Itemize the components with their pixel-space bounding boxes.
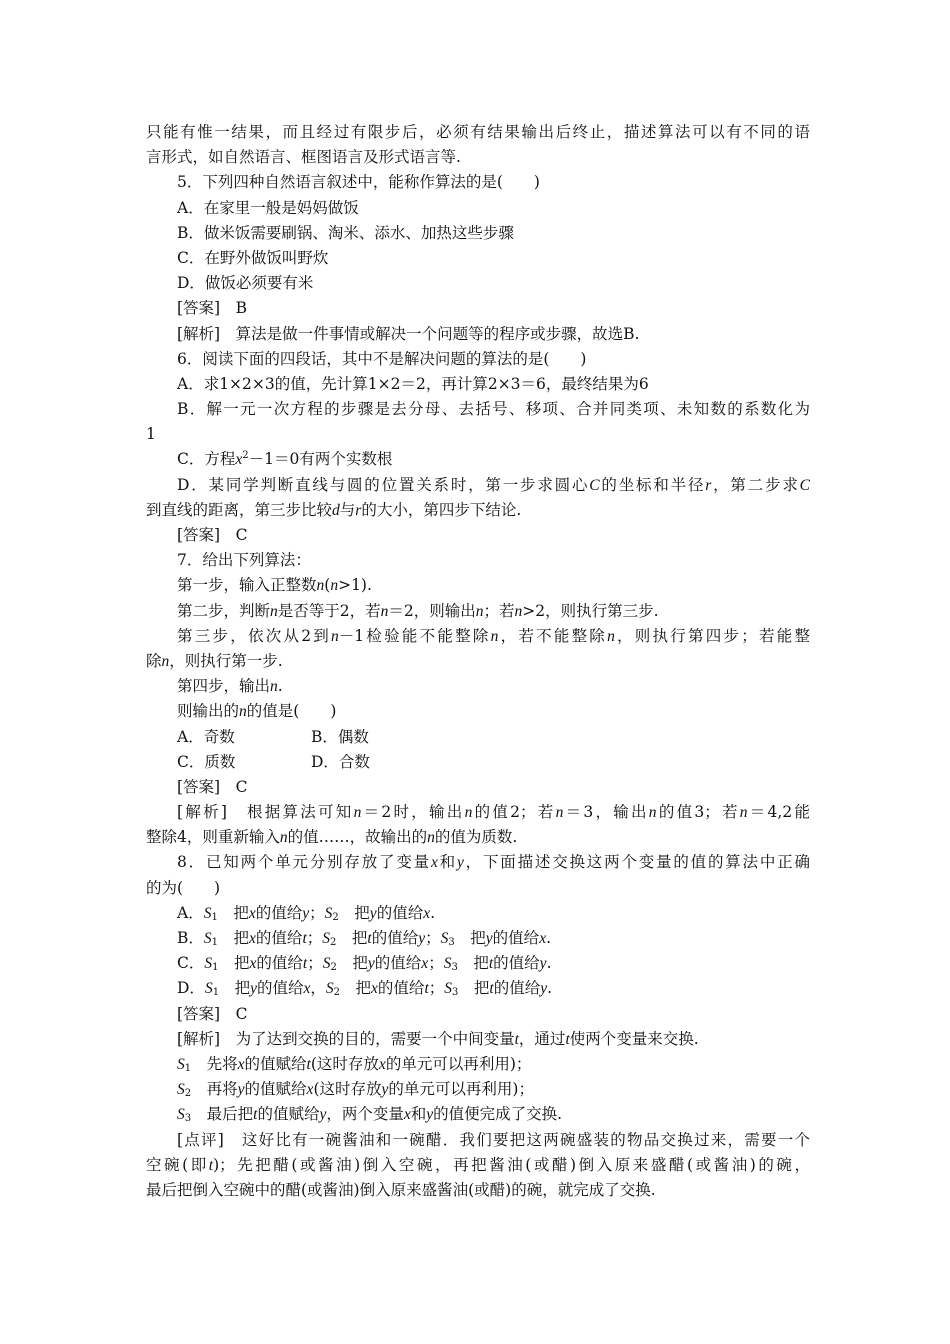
q8-comment-line-3: 最后把倒入空碗中的醋(或酱油)倒入原来盛酱油(或醋)的碗，就完成了交换. <box>146 1180 656 1199</box>
q7-analysis-line-2 <box>146 825 810 850</box>
q8-b-give1: 的值给 <box>255 929 303 947</box>
q8-c-x2: x <box>421 955 429 973</box>
q7-s2-n: n <box>270 602 278 620</box>
q7-analysis-line-1 <box>146 800 810 825</box>
q7-s2-c: ＝2，则输出 <box>388 601 476 620</box>
q7-an2-a: 整除4，则重新输入 <box>146 828 280 847</box>
q8-a-y1: y <box>302 904 310 922</box>
q6-option-c <box>146 447 810 472</box>
q6-d2-var-r: r <box>355 501 362 519</box>
q7-ask <box>146 699 810 724</box>
q6-c-pre: C．方程 <box>177 450 236 469</box>
q8-an1-c: 使两个变量来交换. <box>569 1029 699 1048</box>
q8-e1-x: x <box>237 1055 245 1073</box>
q8-b-give2: 的值给 <box>371 929 419 947</box>
q8-d-ba1: 把 <box>219 979 251 998</box>
q8-b-t2: t <box>367 930 372 947</box>
q8-d-s1: S <box>204 980 213 998</box>
q8-c-semi2: ； <box>428 954 444 973</box>
q7-an2-n2: n <box>427 829 435 847</box>
q7-option-c: C．质数 <box>177 752 236 771</box>
q7-step-3-line-2 <box>146 649 810 674</box>
q8-e2-c: (这时存放 <box>313 1080 382 1099</box>
q8-e1-d: 的单元可以再利用)； <box>385 1054 532 1073</box>
q8-e2-a: 再将 <box>191 1080 238 1099</box>
q8-e3-a: 最后把 <box>191 1105 254 1124</box>
q8-b-s3: S <box>440 930 449 947</box>
q7-an1-n: n <box>353 804 362 822</box>
q7-an1-f: ＝4,2能 <box>747 803 810 822</box>
q8-a-s1-sub: 1 <box>211 911 218 923</box>
q8-an1-t: t <box>514 1030 519 1048</box>
q8-e3-y2: y <box>426 1106 434 1124</box>
q7-options-cd <box>146 750 810 775</box>
q8-e1-s: S <box>177 1055 185 1073</box>
q8-b-t1: t <box>302 930 307 947</box>
q8-c-s1-sub: 1 <box>212 962 219 974</box>
q8-b-dot: . <box>546 929 552 947</box>
q8-option-b <box>146 926 810 951</box>
q8-an1-b: ，通过 <box>518 1029 566 1048</box>
q8-analysis <box>146 1027 810 1052</box>
q8-b-s2-sub: 2 <box>330 937 337 948</box>
q7-s2-e: >2，则执行第三步. <box>522 601 659 620</box>
q8-a-ba1: 把 <box>217 903 249 922</box>
q8-a-semi: ； <box>309 903 325 922</box>
q8-d-comma: ， <box>310 979 326 998</box>
q7-s2-b: 是否等于2，若 <box>277 601 381 620</box>
q6-d1-text-a: D．某同学判断直线与圆的位置关系时，第一步求圆心 <box>177 475 590 494</box>
q8-an1-t2: t <box>565 1030 570 1048</box>
q8-option-c <box>146 951 810 976</box>
q8-b-semi2: ； <box>425 929 441 947</box>
q8-e3-d: 和 <box>410 1105 427 1124</box>
q5-option-b: B．做米饭需要刷锅、淘米、添水、加热这些步骤 <box>177 223 514 242</box>
q8-stem-x: x <box>430 854 438 872</box>
q7-an1-n4: n <box>648 804 657 822</box>
q7-s2-n3: n <box>475 602 484 620</box>
q8-e2-b: 的值赋给 <box>244 1080 307 1099</box>
q8-c-give3: 的值给 <box>493 954 540 973</box>
q8-b-x1: x <box>249 930 256 947</box>
q8-e2-d: 的单元可以再利用)； <box>388 1080 534 1099</box>
q8-e2-x: x <box>306 1081 314 1099</box>
q7-s1-n: n <box>316 577 325 595</box>
q8-b-s1: S <box>203 930 212 947</box>
q6-d2-text-c: 的大小，第四步下结论. <box>361 500 522 519</box>
q6-d1-var-c2: C <box>799 476 810 494</box>
q8-c-y2: y <box>539 955 547 973</box>
q7-an1-n5: n <box>739 804 748 822</box>
q8-a-y2: y <box>369 904 377 922</box>
q8-d-dot: . <box>547 979 553 998</box>
q8-e3-b: 的值赋给 <box>257 1105 320 1124</box>
intro-line-2: 言形式，如自然语言、框图语言及形式语言等. <box>146 148 461 167</box>
q8-c-t2: t <box>488 955 494 973</box>
q6-option-d-line-2 <box>146 498 810 523</box>
q8-c-give1: 的值给 <box>256 954 303 973</box>
q7-an2-b: 的值……，故输出的 <box>287 828 428 847</box>
q8-d-give3: 的值给 <box>493 979 541 998</box>
q7-s3-c: ，若不能整除 <box>498 626 608 645</box>
q8-d-x1: x <box>303 980 311 998</box>
q7-s3-b: －1检验能不能整除 <box>338 626 491 645</box>
q8-e2-y: y <box>237 1081 245 1099</box>
q8-b-x2: x <box>539 930 547 947</box>
q8-a-dot: . <box>430 903 436 922</box>
q8-e2-sub: 2 <box>184 1088 192 1100</box>
q8-e3-c: ，两个变量 <box>326 1105 404 1124</box>
q7-s3l2-n: n <box>161 652 170 670</box>
q8-answer: [答案] C <box>177 1004 248 1023</box>
intro-line-1: 只能有惟一结果，而且经过有限步后，必须有结果输出后终止，描述算法可以有不同的语 <box>146 123 810 141</box>
q7-options-ab <box>146 725 810 750</box>
q8-b-s1-sub: 1 <box>211 937 219 948</box>
q7-s2-d: ；若 <box>483 601 515 620</box>
q7-stem: 7．给出下列算法： <box>177 551 311 570</box>
q8-b-label: B． <box>177 929 204 947</box>
q7-option-b: B．偶数 <box>311 727 369 746</box>
q8-e2-y2: y <box>381 1081 389 1099</box>
q8-c-y1: y <box>367 955 375 973</box>
q7-option-d: D．合数 <box>311 752 370 771</box>
q8-b-s2: S <box>322 930 331 947</box>
q8-e1-b: 的值赋给 <box>244 1054 307 1073</box>
q8-e2-s: S <box>177 1081 185 1099</box>
q8-d-t2: t <box>489 980 494 998</box>
q8-a-s1: S <box>203 904 212 922</box>
q5-stem: 5．下列四种自然语言叙述中，能称作算法的是( ) <box>177 173 540 192</box>
q7-step-3-line-1 <box>146 624 810 649</box>
q8-option-a <box>146 901 810 926</box>
q8-d-s2-sub: 2 <box>333 987 341 999</box>
q7-s2-n4: n <box>514 602 523 620</box>
q7-step-4 <box>146 674 810 699</box>
q8-comment-line-2 <box>146 1153 810 1178</box>
q8-e3-y: y <box>319 1106 327 1124</box>
q8-a-s2: S <box>324 904 333 922</box>
q7-an1-n3: n <box>555 804 564 822</box>
q8-a-label: A． <box>177 903 204 922</box>
q7-s3-n: n <box>331 627 339 645</box>
q8-comment-line-1: [点评] 这好比有一碗酱油和一碗醋．我们要把这两碗盛装的物品交换过来，需要一个 <box>177 1130 810 1149</box>
q8-d-y2: y <box>540 980 548 998</box>
q8-d-s3: S <box>444 980 453 998</box>
q7-s1-a: 第一步，输入正整数 <box>177 576 317 595</box>
q6-d2-text-b: 与 <box>339 500 356 519</box>
q7-step-2 <box>146 599 810 624</box>
q8-stem-line-1 <box>146 850 810 875</box>
q7-option-a: A．奇数 <box>177 727 235 746</box>
q7-s3l2-a: 除 <box>146 651 162 670</box>
q6-d2-var-d: d <box>332 501 340 519</box>
q7-an1-d: ＝3，输出 <box>563 803 649 822</box>
q6-option-d-line-1 <box>146 473 810 498</box>
q8-d-x2: x <box>371 980 378 998</box>
q8-a-give2: 的值给 <box>376 903 424 922</box>
q8-e1-t: t <box>306 1055 311 1073</box>
q8-explain-step-1 <box>146 1052 810 1077</box>
q8-c-s2-sub: 2 <box>330 962 337 974</box>
q7-an1-a: [解析] 根据算法可知 <box>177 803 354 822</box>
q8-b-y1: y <box>418 930 426 947</box>
q8-e3-e: 的值便完成了交换. <box>433 1105 563 1124</box>
q6-d2-text-a: 到直线的距离，第三步比较 <box>146 500 333 519</box>
q8-a-ba2: 把 <box>338 903 370 922</box>
q6-c-var: x <box>235 451 243 469</box>
q8-c-semi1: ； <box>307 954 323 973</box>
q6-d1-text-c: ，第二步求 <box>711 475 800 494</box>
q7-s1-n2: n <box>330 577 339 595</box>
q6-option-b-line-2: 1 <box>146 425 156 444</box>
q5-analysis: [解析] 算法是做一件事情或解决一个问题等的程序或步骤，故选B. <box>177 324 640 343</box>
q6-stem: 6．阅读下面的四段话，其中不是解决问题的算法的是( ) <box>177 349 587 368</box>
q7-ask-n: n <box>239 703 247 721</box>
q8-e3-sub: 3 <box>184 1113 192 1125</box>
q8-e1-c: (这时存放 <box>310 1054 379 1073</box>
q8-c-s3: S <box>443 955 452 973</box>
q7-s4-b: . <box>277 677 283 696</box>
q8-d-s2: S <box>325 980 334 998</box>
q7-s3-d: ，则执行第四步；若能整 <box>614 626 810 645</box>
q8-c-ba2: 把 <box>336 954 368 973</box>
q8-c-dot: . <box>546 954 552 973</box>
q8-a-give1: 的值给 <box>255 903 303 922</box>
q8-d-label: D． <box>177 979 205 998</box>
q8-d-ba2: 把 <box>340 979 372 998</box>
q6-c-post: －1＝0有两个实数根 <box>248 450 393 469</box>
q8-d-s3-sub: 3 <box>452 987 459 999</box>
q7-step-1 <box>146 573 810 598</box>
q8-d-t1: t <box>424 980 429 998</box>
q8-e1-sub: 1 <box>184 1062 192 1074</box>
q7-s2-n2: n <box>380 602 389 620</box>
q8-stem-line-2: 的为( ) <box>146 878 221 897</box>
q8-d-y1: y <box>250 980 257 998</box>
q8-stem-a: 8．已知两个单元分别存放了变量 <box>177 853 431 872</box>
q7-ask-a: 则输出的 <box>177 702 240 721</box>
q7-s3-n3: n <box>607 627 615 645</box>
q8-a-x2: x <box>423 904 431 922</box>
q8-stem-c: ，下面描述交换这两个变量的值的算法中正确 <box>463 853 810 872</box>
q7-s1-b: ( <box>324 576 331 595</box>
q8-c-label: C． <box>177 954 205 973</box>
q8-a-s2-sub: 2 <box>332 911 339 923</box>
q6-option-b-line-1: B．解一元一次方程的步骤是去分母、去括号、移项、合并同类项、未知数的系数化为 <box>177 400 810 419</box>
q8-c-ba3: 把 <box>457 954 489 973</box>
q8-d-give2: 的值给 <box>377 979 425 998</box>
q6-option-a: A．求1×2×3的值，先计算1×2＝2，再计算2×3＝6，最终结果为6 <box>177 374 649 393</box>
q7-ask-b: 的值是( ) <box>246 702 337 721</box>
q8-option-d <box>146 976 810 1001</box>
q8-c-t1: t <box>302 955 308 973</box>
q7-an2-c: 的值为质数. <box>434 828 518 847</box>
q7-s4-a: 第四步，输出 <box>177 677 271 696</box>
q8-a-x1: x <box>248 904 256 922</box>
q8-explain-step-2 <box>146 1077 810 1102</box>
q8-e1-x2: x <box>378 1055 386 1073</box>
q8-c2-a: 空碗(即 <box>146 1155 209 1174</box>
q8-c-s2: S <box>322 955 331 973</box>
q7-s2-a: 第二步，判断 <box>177 601 271 620</box>
document-body <box>146 120 810 1203</box>
q6-d1-var-r: r <box>705 476 712 494</box>
q8-explain-step-3 <box>146 1102 810 1127</box>
q5-option-d: D．做饭必须要有米 <box>177 274 314 293</box>
q6-d1-var-c: C <box>589 476 600 494</box>
q5-option-a: A．在家里一般是妈妈做饭 <box>177 198 359 217</box>
q7-answer: [答案] C <box>177 777 248 796</box>
q7-an1-e: 的值3；若 <box>656 803 740 822</box>
q6-answer: [答案] C <box>177 526 248 544</box>
q8-b-give3: 的值给 <box>492 929 540 947</box>
q8-e3-s: S <box>177 1106 185 1124</box>
q7-s1-c: >1). <box>338 576 372 595</box>
q8-b-s3-sub: 3 <box>448 937 455 948</box>
q8-e3-x: x <box>403 1106 411 1124</box>
q8-c-give2: 的值给 <box>374 954 422 973</box>
q8-stem-b: 和 <box>437 853 457 872</box>
q8-c-s3-sub: 3 <box>451 962 458 974</box>
q8-c-ba1: 把 <box>218 954 250 973</box>
q8-b-ba1: 把 <box>218 929 250 947</box>
q7-s3-n2: n <box>490 627 499 645</box>
q5-answer: [答案] B <box>177 299 247 318</box>
q8-b-ba2: 把 <box>336 929 368 947</box>
q6-c-sup: 2 <box>242 450 249 462</box>
q8-c2-b: )；先把醋(或酱油)倒入空碗，再把酱油(或醋)倒入原来盛醋(或酱油)的碗， <box>213 1155 810 1174</box>
q8-b-semi1: ； <box>306 929 323 947</box>
q8-c2-t: t <box>208 1156 214 1174</box>
q8-stem-y: y <box>456 854 464 872</box>
q7-s3-a: 第三步，依次从2到 <box>177 626 332 645</box>
q8-c-x1: x <box>249 955 257 973</box>
q7-an2-n: n <box>279 829 288 847</box>
q8-d-semi: ； <box>428 979 445 998</box>
q8-e3-t: t <box>253 1106 258 1124</box>
q7-an1-c: 的值2；若 <box>472 803 556 822</box>
q7-an1-b: ＝2时，输出 <box>361 803 465 822</box>
q5-option-c: C．在野外做饭叫野炊 <box>177 248 329 267</box>
q7-s4-n: n <box>270 678 278 696</box>
q8-an1-a: [解析] 为了达到交换的目的，需要一个中间变量 <box>177 1029 515 1048</box>
q7-s3l2-b: ，则执行第一步. <box>169 651 283 670</box>
q8-b-y2: y <box>485 930 493 947</box>
q7-an1-n2: n <box>464 804 473 822</box>
q8-d-give1: 的值给 <box>256 979 304 998</box>
q8-d-ba3: 把 <box>458 979 490 998</box>
q8-b-ba3: 把 <box>454 929 486 947</box>
q8-c-s1: S <box>204 955 213 973</box>
q8-e1-a: 先将 <box>191 1054 238 1073</box>
q8-d-s1-sub: 1 <box>212 987 220 999</box>
q6-d1-text-b: 的坐标和半径 <box>599 475 706 494</box>
